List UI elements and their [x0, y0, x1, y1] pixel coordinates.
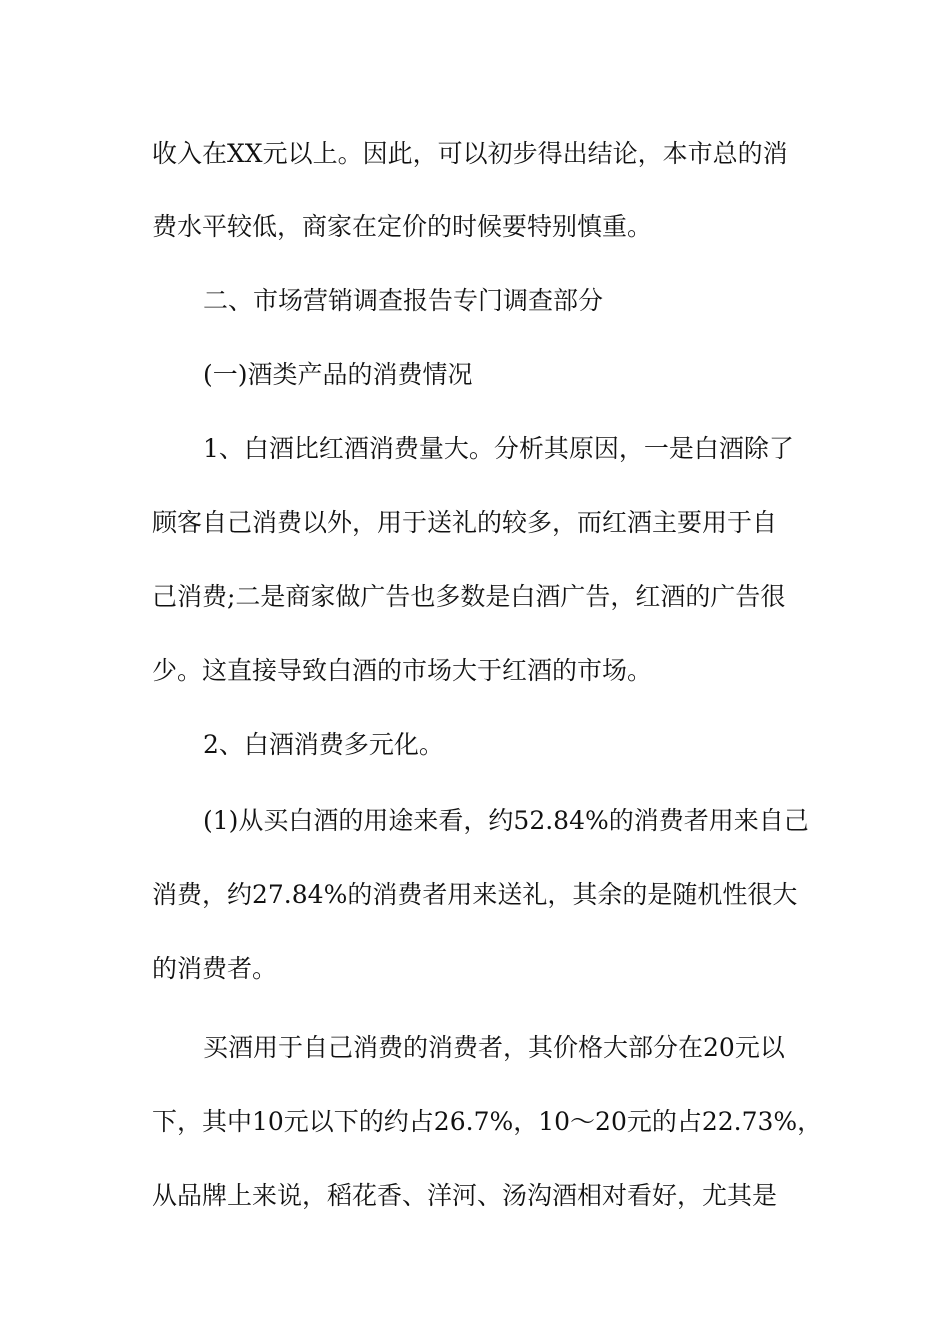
body-text-line: 1、白酒比红酒消费量大。分析其原因，一是白酒除了: [203, 434, 794, 463]
body-text-line: 从品牌上来说，稻花香、洋河、汤沟酒相对看好，尤其是: [152, 1181, 778, 1210]
body-text-line: 的消费者。: [152, 954, 278, 983]
body-text-line: 收入在XX元以上。因此，可以初步得出结论，本市总的消: [152, 139, 788, 168]
body-text-line: 买酒用于自己消费的消费者，其价格大部分在20元以: [203, 1033, 785, 1062]
body-text-line: 2、白酒消费多元化。: [203, 730, 444, 759]
section-heading: 二、市场营销调查报告专门调查部分: [203, 286, 604, 315]
body-text-line: 下，其中10元以下的约占26.7%，10～20元的占22.73%，: [152, 1107, 823, 1136]
body-text-line: 费水平较低，商家在定价的时候要特别慎重。: [152, 212, 653, 241]
body-text-line: 消费，约27.84%的消费者用来送礼，其余的是随机性很大: [152, 880, 798, 909]
body-text-line: 少。这直接导致白酒的市场大于红酒的市场。: [152, 656, 653, 685]
body-text-line: 顾客自己消费以外，用于送礼的较多，而红酒主要用于自: [152, 508, 778, 537]
subsection-heading: (一)酒类产品的消费情况: [203, 360, 473, 389]
body-text-line: 己消费;二是商家做广告也多数是白酒广告，红酒的广告很: [152, 582, 786, 611]
body-text-line: (1)从买白酒的用途来看，约52.84%的消费者用来自己: [203, 806, 809, 835]
